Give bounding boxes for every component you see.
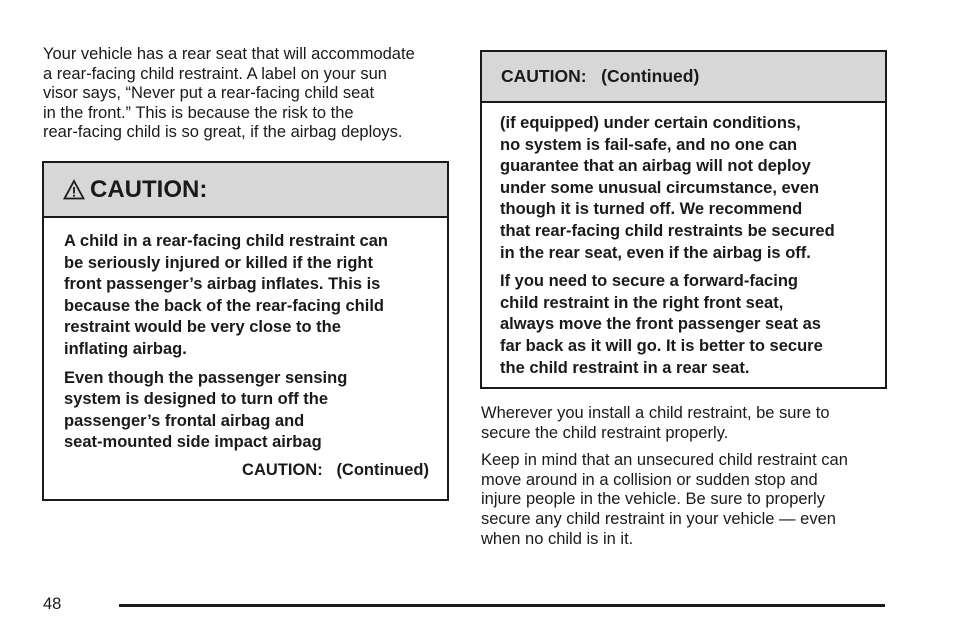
body-line: secure the child restraint properly. xyxy=(481,423,729,442)
body-paragraph xyxy=(481,404,891,443)
caution-line: system is designed to turn off the xyxy=(64,390,329,409)
caution-line: front passenger’s airbag inflates. This is xyxy=(64,275,381,294)
caution-line: restraint would be very close to the xyxy=(64,318,341,337)
caution-line: inflating airbag. xyxy=(64,339,187,358)
caution-title: CAUTION: xyxy=(90,175,208,203)
intro-line: in the front.” This is because the risk to the xyxy=(43,103,354,122)
caution-paragraph xyxy=(500,271,867,379)
caution-paragraph xyxy=(64,368,429,454)
intro-line: visor says, “Never put a rear-facing child seat xyxy=(43,84,375,103)
caution-line: though it is turned off. We recommend xyxy=(500,200,803,219)
caution-line: (if equipped) under certain conditions, xyxy=(500,114,801,132)
caution-line: under some unusual circumstance, even xyxy=(500,178,820,197)
intro-line: a rear-facing child restraint. A label on your sun xyxy=(43,64,387,83)
page-number: 48 xyxy=(43,595,62,613)
caution-line: that rear-facing child restraints be secured xyxy=(500,221,835,240)
caution-header xyxy=(482,52,885,103)
caution-line: always move the front passenger seat as xyxy=(500,315,821,334)
body-line: secure any child restraint in your vehicle — even xyxy=(481,509,836,528)
warning-icon xyxy=(63,179,85,201)
caution-line: seat-mounted side impact airbag xyxy=(64,433,322,452)
caution-continued-label: CAUTION: (Continued) xyxy=(242,460,429,479)
intro-line: Your vehicle has a rear seat that will accommodate xyxy=(43,45,415,63)
caution-line: passenger’s frontal airbag and xyxy=(64,411,305,430)
caution-line: A child in a rear-facing child restraint can xyxy=(64,232,388,250)
caution-line: child restraint in the right front seat, xyxy=(500,293,784,312)
caution-line: no system is fail-safe, and no one can xyxy=(500,135,798,154)
caution-line: guarantee that an airbag will not deploy xyxy=(500,157,811,176)
caution-box-continued xyxy=(480,50,887,389)
caution-line: in the rear seat, even if the airbag is off. xyxy=(500,243,811,262)
caution-line: If you need to secure a forward-facing xyxy=(500,272,798,291)
caution-content xyxy=(482,103,885,379)
intro-line: rear-facing child is so great, if the airbag deploys. xyxy=(43,123,403,142)
body-line: Wherever you install a child restraint, be sure to xyxy=(481,404,830,422)
body-line: move around in a collision or sudden stop and xyxy=(481,470,818,489)
caution-box xyxy=(42,161,449,501)
body-line: Keep in mind that an unsecured child restraint can xyxy=(481,451,848,470)
caution-content xyxy=(44,218,447,482)
caution-line: Even though the passenger sensing xyxy=(64,368,348,387)
caution-line: the child restraint in a rear seat. xyxy=(500,358,750,377)
intro-paragraph xyxy=(43,45,453,143)
caution-paragraph xyxy=(64,231,429,361)
body-paragraph xyxy=(481,451,891,549)
caution-line: because the back of the rear-facing child xyxy=(64,296,385,315)
body-text-column xyxy=(481,404,891,549)
body-line: when no child is in it. xyxy=(481,529,634,548)
caution-line: be seriously injured or killed if the right xyxy=(64,253,373,272)
caution-header xyxy=(44,163,447,218)
caution-paragraph xyxy=(500,113,867,264)
caution-title: CAUTION: (Continued) xyxy=(501,66,700,86)
body-line: injure people in the vehicle. Be sure to properly xyxy=(481,490,825,509)
footer-rule xyxy=(119,604,885,607)
caution-line: far back as it will go. It is better to secure xyxy=(500,336,823,355)
